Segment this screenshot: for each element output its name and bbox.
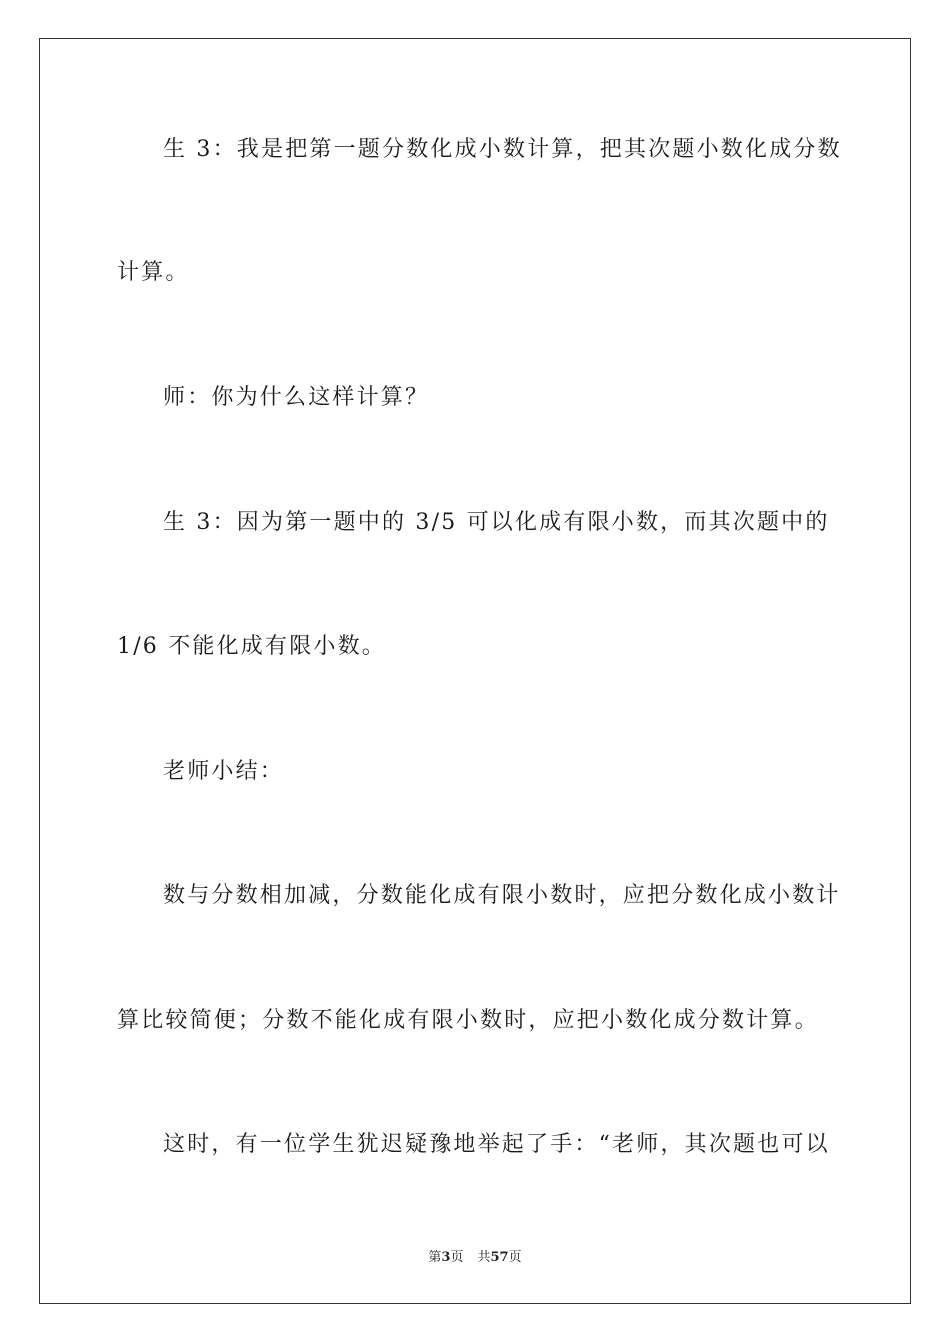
footer-total-prefix: 共 — [477, 1250, 491, 1265]
paragraph-line-8: 算比较简便；分数不能化成有限小数时，应把小数化成分数计算。 — [117, 1008, 819, 1033]
paragraph-line-1: 生 3：我是把第一题分数化成小数计算，把其次题小数化成分数 — [163, 137, 842, 162]
footer-page-number: 3 — [441, 1250, 451, 1265]
footer-total-pages: 57 — [490, 1250, 509, 1265]
paragraph-line-5: 1/6 不能化成有限小数。 — [117, 634, 387, 659]
footer-page-prefix: 第 — [428, 1250, 442, 1265]
footer-page-suffix: 页 — [450, 1250, 464, 1265]
paragraph-line-2: 计算。 — [117, 260, 190, 285]
paragraph-line-6: 老师小结： — [163, 759, 285, 784]
paragraph-line-4: 生 3：因为第一题中的 3/5 可以化成有限小数，而其次题中的 — [163, 510, 830, 535]
page-footer — [0, 1246, 950, 1265]
footer-total-suffix: 页 — [508, 1250, 522, 1265]
page-border — [39, 38, 911, 1304]
paragraph-line-3: 师：你为什么这样计算？ — [163, 385, 430, 410]
paragraph-line-7: 数与分数相加减，分数能化成有限小数时，应把分数化成小数计 — [163, 883, 841, 908]
paragraph-line-9: 这时，有一位学生犹迟疑豫地举起了手：“老师，其次题也可以 — [163, 1132, 830, 1157]
